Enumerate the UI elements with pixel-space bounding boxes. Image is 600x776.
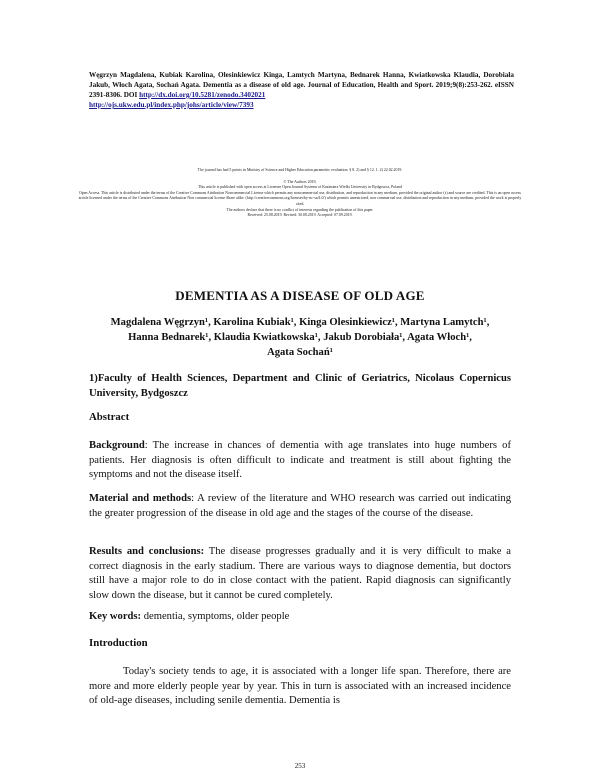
article-url-link[interactable]: http://ojs.ukw.edu.pl/index.php/johs/article/view/7393 [89, 101, 254, 109]
methods-text: : A review of the literature and WHO research was carried out indicating the greater progression of the disease in old age and the stages of the course of the disease. [89, 493, 512, 519]
citation-block [89, 70, 514, 110]
keywords-label: Key words: [89, 611, 142, 622]
background-text: : The increase in chances of dementia with age translates into huge numbers of patients. Her diagnosis is often difficult to indicate and treatment is still about fighting the symptoms and not the disease itself. [89, 440, 511, 480]
author-line: Magdalena Węgrzyn¹, Karolina Kubiak¹, Kinga Olesinkiewicz¹, Martyna Lamytch¹, [110, 317, 490, 328]
results-label: Results and conclusions: [89, 546, 205, 557]
citation-text: Węgrzyn Magdalena, Kubiak Karolina, Olesinkiewicz Kinga, Lamtych Martyna, Bednarek Hanna, Kwiatkowska Klaudia, Dorobiała Jakub, Włoch Agata, Sochań Agata. Dementia as a disease of old age. Journal of Education, Health and Sport. 2019;9(8):253-262. eISSN 2391-8306. DOI [89, 71, 514, 99]
abstract-results [89, 545, 511, 603]
author-line: Hanna Bednarek¹, Klaudia Kwiatkowska¹, Jakub Dorobiała¹, Agata Włoch¹, [128, 332, 472, 343]
paper-title: DEMENTIA AS A DISEASE OF OLD AGE [175, 288, 425, 303]
author-line: Agata Sochań¹ [267, 347, 333, 358]
meta-license: Open Access. This article is distributed under the terms of the Creative Commons Attribution Noncommercial License which permits any noncommercial use, distribution, and reproduction in any medium, provided the original author (s) and source are credited. This is an open access article licensed under the terms of the Creative Commons Attribution Non commercial license Share alike. (http://creativecommons.org/licenses/by-nc-sa/4.0/) which permits unrestricted, non commercial use, distribution and reproduction in any medium, provided the work is properly cited. [78, 190, 522, 206]
keywords [89, 610, 511, 625]
meta-copyright: © The Authors 2019; [283, 179, 317, 184]
doi-link[interactable]: http://dx.doi.org/10.5281/zenodo.3402021 [139, 91, 266, 99]
license-meta [78, 168, 522, 219]
introduction-heading: Introduction [89, 637, 148, 649]
affiliation: 1)Faculty of Health Sciences, Department and Clinic of Geriatrics, Nicolaus Copernicus University, Bydgoszcz [89, 373, 511, 399]
introduction-text: Today's society tends to age, it is associated with a longer life span. Therefore, there are more and more elderly people year by year. This in turn is associated with an increased incidence of old-age diseases, including senile dementia. Dementia is [89, 666, 511, 706]
meta-publisher: This article is published with open access at Licensee Open Journal Systems of Kazimierz Wielki University in Bydgoszcz, Poland [198, 185, 402, 190]
abstract-background [89, 439, 511, 483]
abstract-heading: Abstract [89, 411, 130, 423]
methods-label: Material and methods [89, 493, 192, 504]
abstract-methods [89, 492, 511, 521]
background-label: Background [89, 440, 145, 451]
meta-dates: Received: 25.08.2019. Revised: 30.08.2019. Accepted: 07.09.2019. [247, 213, 353, 218]
keywords-text: dementia, symptoms, older people [141, 611, 290, 622]
results-text: The disease progresses gradually and it is very difficult to make a correct diagnosis in the early stadium. There are various ways to diagnose dementia, but doctors still have a major role to do in close contact with the patient. Rapid diagnosis can significantly slow down the disease, but it cannot be cured completely. [89, 546, 511, 601]
meta-conflict: The authors declare that there is no conflict of interests regarding the publication of this paper. [226, 207, 374, 212]
author-list [89, 315, 511, 360]
meta-evaluation: The journal has had 5 points in Ministry of Science and Higher Education parametric evaluation. § 8. 2) and § 12. 1. 2) 22.02.2019. [197, 168, 403, 172]
page-number: 253 [294, 762, 306, 770]
